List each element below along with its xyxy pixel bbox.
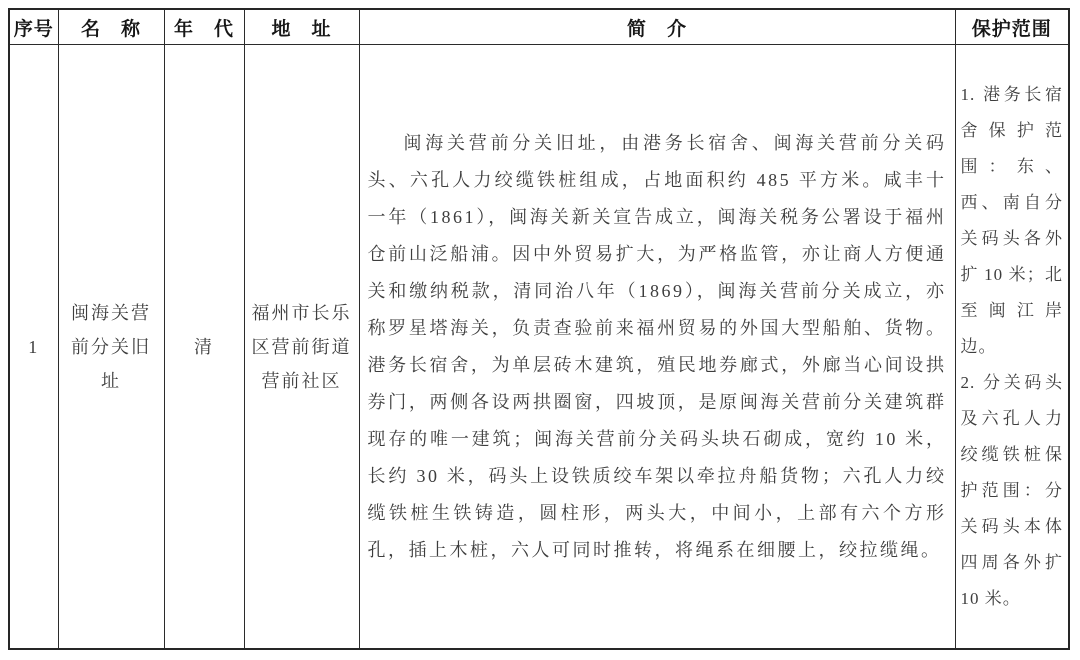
header-cell-seq: 序号 — [9, 9, 58, 45]
header-cell-era: 年 代 — [164, 9, 244, 45]
header-cell-address: 地 址 — [244, 9, 359, 45]
header-cell-intro: 简 介 — [359, 9, 955, 45]
header-cell-name: 名 称 — [58, 9, 164, 45]
cell-era: 清 — [164, 45, 244, 650]
header-cell-protection: 保护范围 — [955, 9, 1069, 45]
cell-name: 闽海关营前分关旧址 — [58, 45, 164, 650]
table-row — [9, 45, 1069, 650]
heritage-table — [8, 8, 1070, 650]
protection-item-2: 2. 分关码头及六孔人力绞缆铁桩保护范围：分关码头本体四周各外扩 10 米。 — [960, 372, 1063, 608]
intro-paragraph: 闽海关营前分关旧址，由港务长宿舍、闽海关营前分关码头、六孔人力绞缆铁桩组成，占地面积约 485 平方米。咸丰十一年（1861），闽海关新关宣告成立，闽海关税务公署设于福州仓前山泛船浦。因中外贸易扩大，为严格监管，亦让商人方便通关和缴纳税款，清同治八年（1869），闽海关营前分关成立，亦称罗星塔海关，负责查验前来福州贸易的外国大型船舶、货物。港务长宿舍，为单层砖木建筑，殖民地券廊式，外廊当心间设拱券门，两侧各设两拱圈窗，四坡顶，是原闽海关营前分关建筑群现存的唯一建筑；闽海关营前分关码头块石砌成，宽约 10 米，长约 30 米，码头上设铁质绞车架以牵拉舟船货物；六孔人力绞缆铁桩生铁铸造，圆柱形，两头大，中间小，上部有六个方形孔，插上木桩，六人可同时推转，将绳系在细腰上，绞拉缆绳。 — [367, 132, 947, 560]
cell-address: 福州市长乐区营前街道营前社区 — [244, 45, 359, 650]
protection-item-1: 1. 港务长宿舍保护范围：东、西、南自分关码头各外扩 10 米；北至闽江岸边。 — [960, 84, 1063, 356]
cell-seq: 1 — [9, 45, 58, 650]
header-row — [9, 9, 1069, 45]
cell-protection — [955, 45, 1069, 650]
cell-intro — [359, 45, 955, 650]
